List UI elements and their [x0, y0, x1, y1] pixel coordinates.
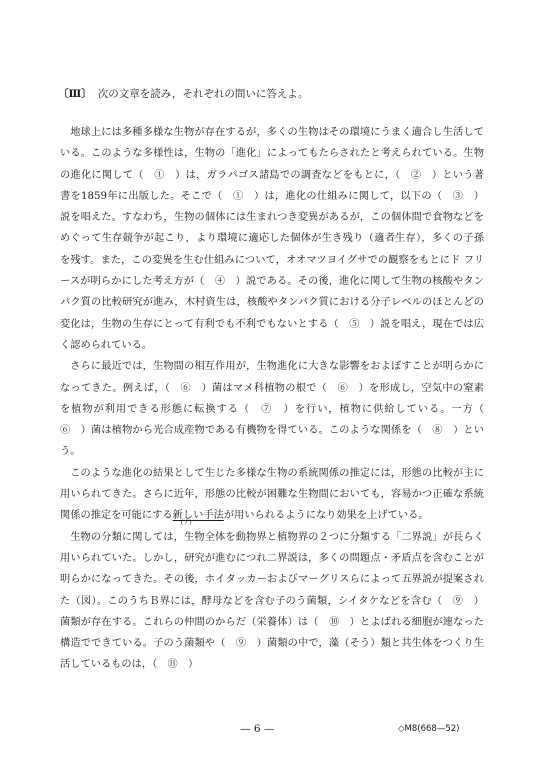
question-heading	[58, 86, 308, 101]
paragraph-3	[60, 463, 484, 527]
paragraph-3-before: このような進化の結果として生じた多様な生物の系統関係の推定には，形態の比較が主に用いられてきた。さらに近年，形態の比較が困難な生物間においても，容易かつ正確な系統関係の推定を可能にする	[60, 467, 484, 522]
underlined-text: 新しい手法	[172, 510, 224, 522]
paragraph-4: 生物の分類に関しては，生物全体を動物界と植物界の２つに分類する「二界説」が長らく用いられていた。しかし，研究が進むにつれ二界説は，多くの問題点・矛盾点を含むことが明らかになってきた。その後，ホイタッカーおよびマーグリスらによって五界説が提案された（図）。このうちＢ界には，酵母などを含む子のう菌類，シイタケなどを含む（ ⑨ ）菌類が存在する。これらの仲間のからだ（栄養体）は（ ⑩ ）とよばれる細胞が連なった構造でできている。子のう菌類や（ ⑨ ）菌類の中で，藻（そう）類と共生体をつくり生活しているものは，（ ⑪ ）	[60, 531, 484, 671]
paragraph-2: さらに最近では，生物間の相互作用が，生物進化に大きな影響をおよぼすことが明らかになってきた。例えば，（ ⑥ ）菌はマメ科植物の根で（ ⑥ ）を形成し，空気中の窒素を植物が利用できる形態に転換する（ ⑦ ）を行い，植物に供給している。一方（ ⑥ ）菌は植物から光合成産物である有機物を得ている。このような関係を（ ⑧ ）という。	[60, 361, 495, 458]
passage	[60, 122, 495, 676]
underlined-term-a	[172, 510, 224, 527]
paragraph-1: 地球上には多種多様な生物が存在するが，多くの生物はその環境にうまく適合し生活している。このような多様性は，生物の「進化」によってもたらされたと考えられている。生物の進化に関して（ ① ）は，ガラパゴス諸島での調査などをもとに，（ ② ）という著書を1859年に出版した。そこで（ ① ）は，進化の仕組みに関して，以下の（ ③ ）説を唱えた。すなわち，生物の個体には生まれつき変異があるが，この個体間で食物などをめぐって生存競争が起こり，より環境に適応した個体が生き残り（適者生存），多くの子孫を残す。また，この変異を生む仕組みについて，オオマツヨイグサでの観察をもとにド フリースが明らかにした考え方が（ ④ ）説である。その後，進化に関して生物の核酸やタンパク質の比較研究が進み，木村資生は，核酸やタンパク質における分子レベルのほとんどの変化は，生物の生存にとって有利でも不利でもないとする（ ⑤ ）説を唱え，現在では広く認められている。	[60, 127, 484, 351]
question-instruction: 次の文章を読み，それぞれの問いに答えよ。	[97, 88, 309, 100]
exam-code: ◇M8(668—52)	[398, 724, 460, 734]
page-number: — 6 —	[240, 723, 275, 735]
marker-a: (ア)	[180, 519, 192, 527]
question-number: 〔Ⅲ〕	[58, 88, 92, 100]
paragraph-3-after: が用いられるようになり効果を上げている。	[223, 510, 429, 522]
